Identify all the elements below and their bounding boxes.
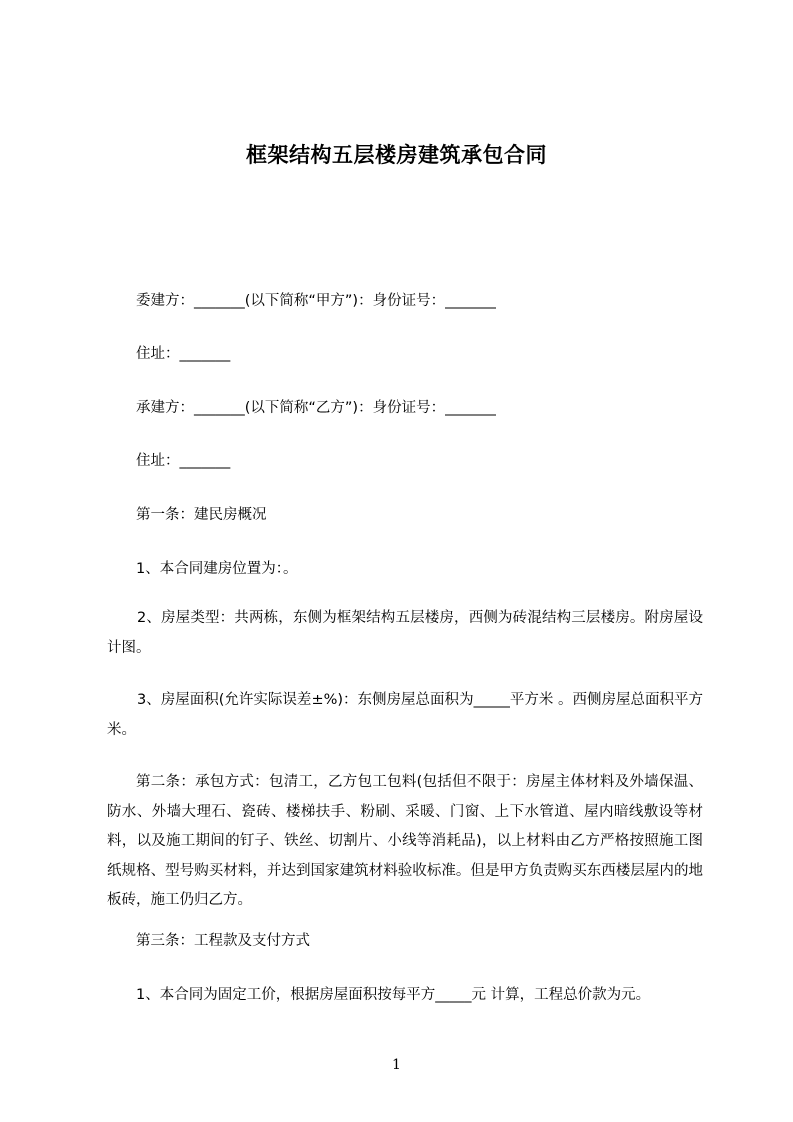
clause-1-2: 2、房屋类型：共两栋，东侧为框架结构五层楼房，西侧为砖混结构三层楼房。附房屋设计图。	[107, 610, 703, 656]
article-3-heading: 第三条：工程款及支付方式	[136, 933, 310, 949]
client-address-line: 住址：_______	[136, 346, 231, 362]
article-2-paragraph: 第二条：承包方式：包清工，乙方包工包料(包括但不限于：房屋主体材料及外墙保温、防水、外墙大理石、瓷砖、楼梯扶手、粉刷、采暖、门窗、上下水管道、屋内暗线敷设等材料，以及施工期间的钉子、铁丝、切割片、小线等消耗品)，以上材料由乙方严格按照施工图纸规格、型号购买材料，并达到国家建筑材料验收标准。但是甲方负责购买东西楼层屋内的地板砖，施工仍归乙方。	[107, 774, 703, 908]
page-number: 1	[392, 1057, 401, 1073]
contractor-party-line: 承建方：_______(以下简称“乙方”)：身份证号：_______	[136, 400, 496, 416]
clause-1-1: 1、本合同建房位置为：。	[136, 561, 298, 577]
clause-3-1: 1、本合同为固定工价，根据房屋面积按每平方_____元 计算，工程总价款为元。	[136, 987, 651, 1003]
clause-1-3: 3、房屋面积(允许实际误差±%)：东侧房屋总面积为_____平方米 。西侧房屋总面积平方米。	[107, 692, 703, 738]
article-1-heading: 第一条：建民房概况	[136, 507, 267, 523]
client-party-line: 委建方：_______(以下简称“甲方”)：身份证号：_______	[136, 293, 496, 309]
document-title: 框架结构五层楼房建筑承包合同	[246, 143, 547, 167]
contractor-address-line: 住址：_______	[136, 453, 231, 469]
